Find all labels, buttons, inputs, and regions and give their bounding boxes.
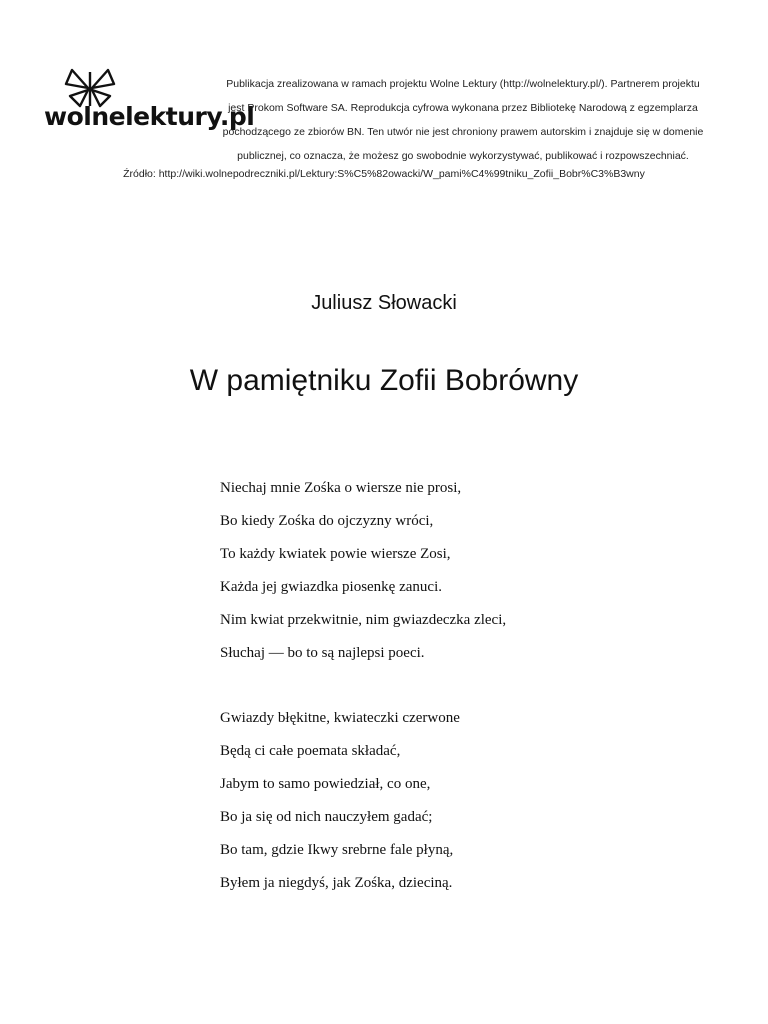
author-name: Juliusz Słowacki xyxy=(311,292,457,314)
wolnelektury-logo xyxy=(44,66,255,136)
poem-line: Niechaj mnie Zośka o wiersze nie prosi, xyxy=(220,480,462,496)
logo-wordmark: wolnelektury.pl xyxy=(44,102,255,131)
poem-line: Nim kwiat przekwitnie, nim gwiazdeczka zleci, xyxy=(220,612,507,628)
notice-line: publicznej, co oznacza, że możesz go swobodnie wykorzystywać, publikować i rozpowszechniać. xyxy=(237,150,689,162)
poem-line: Bo ja się od nich nauczyłem gadać; xyxy=(220,809,433,825)
notice-line: pochodzącego ze zbiorów BN. Ten utwór nie jest chroniony prawem autorskim i znajduje się w domenie xyxy=(222,126,704,138)
poem-line: Bo kiedy Zośka do ojczyzny wróci, xyxy=(220,513,434,529)
stanza xyxy=(220,708,720,906)
poem-line: Słuchaj — bo to są najlepsi poeci. xyxy=(220,645,425,661)
poem-line: Byłem ja niegdyś, jak Zośka, dzieciną. xyxy=(220,875,453,891)
poem-line: Będą ci całe poemata składać, xyxy=(220,743,401,759)
poem-body xyxy=(220,478,720,906)
notice-line: jest Prokom Software SA. Reprodukcja cyfrowa wykonana przez Bibliotekę Narodową z egzemplarza xyxy=(228,102,698,114)
poem-line: Gwiazdy błękitne, kwiateczki czerwone xyxy=(220,710,460,726)
poem-line: Bo tam, gdzie Ikwy srebrne fale płyną, xyxy=(220,842,454,858)
poem-line: Jabym to samo powiedział, co one, xyxy=(220,776,431,792)
publication-notice xyxy=(222,72,704,168)
poem-title: W pamiętniku Zofii Bobrówny xyxy=(189,364,579,397)
source-link[interactable]: Źródło: http://wiki.wolnepodreczniki.pl/Lektury:S%C5%82owacki/W_pami%C4%99tniku_Zofii_Bobr%C3%B3wny xyxy=(123,168,645,180)
stanza-gap xyxy=(220,676,720,708)
stanza xyxy=(220,478,720,676)
poem-line: To każdy kwiatek powie wiersze Zosi, xyxy=(220,546,451,562)
poem-line: Każda jej gwiazdka piosenkę zanuci. xyxy=(220,579,442,595)
notice-line: Publikacja zrealizowana w ramach projektu Wolne Lektury (http://wolnelektury.pl/). Partnerem projektu xyxy=(226,78,700,90)
